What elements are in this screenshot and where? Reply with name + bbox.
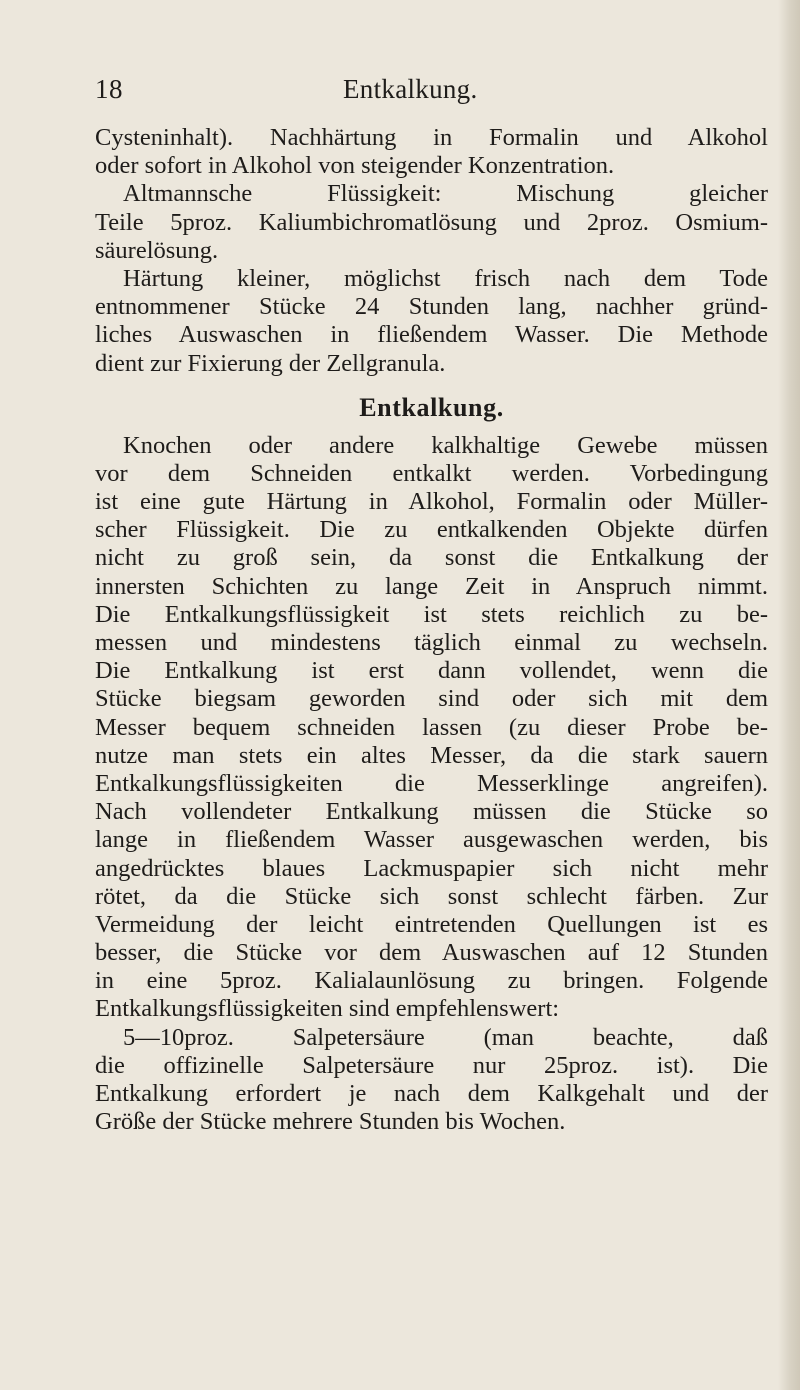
paragraph-block-2 bbox=[95, 432, 768, 1137]
text-line: Nach vollendeter Entkalkung müssen die Stücke so bbox=[95, 798, 768, 826]
text-line: besser, die Stücke vor dem Auswaschen auf 12 Stunden bbox=[95, 939, 768, 967]
page-header bbox=[95, 74, 695, 110]
text-line: Vermeidung der leicht eintretenden Quellungen ist es bbox=[95, 910, 768, 938]
text-line: nicht zu groß sein, da sonst die Entkalkung der bbox=[95, 544, 768, 572]
text-line: die offizinelle Salpetersäure nur 25proz. ist). Die bbox=[95, 1051, 768, 1079]
text-line: Knochen oder andere kalkhaltige Gewebe müssen bbox=[123, 431, 768, 459]
page-edge-shadow bbox=[778, 0, 800, 1390]
page-number: 18 bbox=[95, 74, 123, 104]
text-line: ist eine gute Härtung in Alkohol, Formalin oder Müller- bbox=[95, 488, 768, 516]
text-line: entnommener Stücke 24 Stunden lang, nachher gründ- bbox=[95, 293, 768, 321]
text-line: innersten Schichten zu lange Zeit in Anspruch nimmt. bbox=[95, 572, 768, 600]
text-line: Entkalkung erfordert je nach dem Kalkgehalt und der bbox=[95, 1080, 768, 1107]
text-line: Entkalkungsflüssigkeiten die Messerklinge angreifen). bbox=[95, 769, 768, 797]
text-line: vor dem Schneiden entkalkt werden. Vorbedingung bbox=[95, 459, 768, 487]
section-heading: Entkalkung. bbox=[359, 392, 504, 422]
text-line: liches Auswaschen in fließendem Wasser. Die Methode bbox=[95, 321, 768, 349]
text-line: 5—10proz. Salpetersäure (man beachte, daß bbox=[123, 1023, 768, 1051]
text-line: Teile 5proz. Kaliumbichromatlösung und 2proz. Osmium- bbox=[95, 208, 768, 236]
text-line: Größe der Stücke mehrere Stunden bis Wochen. bbox=[95, 1108, 566, 1136]
page-body bbox=[95, 124, 768, 1136]
text-line: Stücke biegsam geworden sind oder sich mit dem bbox=[95, 685, 768, 713]
text-line: Entkalkungsflüssigkeiten sind empfehlenswert: bbox=[95, 995, 560, 1023]
text-line: Härtung kleiner, möglichst frisch nach dem Tode bbox=[123, 264, 768, 292]
text-line: Altmannsche Flüssigkeit: Mischung gleicher bbox=[123, 180, 768, 208]
paragraph-block-1 bbox=[95, 124, 768, 378]
text-line: rötet, da die Stücke sich sonst schlecht färben. Zur bbox=[95, 882, 768, 910]
text-line: oder sofort in Alkohol von steigender Konzentration. bbox=[95, 152, 615, 180]
text-line: in eine 5proz. Kalialaunlösung zu bringen. Folgende bbox=[95, 967, 768, 995]
text-line: säurelösung. bbox=[95, 236, 219, 264]
text-line: Die Entkalkungsflüssigkeit ist stets reichlich zu be- bbox=[95, 600, 768, 628]
text-line: Die Entkalkung ist erst dann vollendet, wenn die bbox=[95, 657, 768, 685]
text-line: angedrücktes blaues Lackmuspapier sich nicht mehr bbox=[95, 854, 768, 882]
text-line: Messer bequem schneiden lassen (zu dieser Probe be- bbox=[95, 713, 768, 741]
text-line: messen und mindestens täglich einmal zu wechseln. bbox=[95, 629, 768, 656]
text-line: Cysteninhalt). Nachhärtung in Formalin und Alkohol bbox=[95, 124, 768, 151]
text-line: nutze man stets ein altes Messer, da die stark sauern bbox=[95, 741, 768, 769]
text-line: scher Flüssigkeit. Die zu entkalkenden Objekte dürfen bbox=[95, 516, 768, 544]
running-head: Entkalkung. bbox=[343, 74, 478, 104]
text-line: dient zur Fixierung der Zellgranula. bbox=[95, 349, 446, 377]
text-line: lange in fließendem Wasser ausgewaschen werden, bis bbox=[95, 826, 768, 854]
